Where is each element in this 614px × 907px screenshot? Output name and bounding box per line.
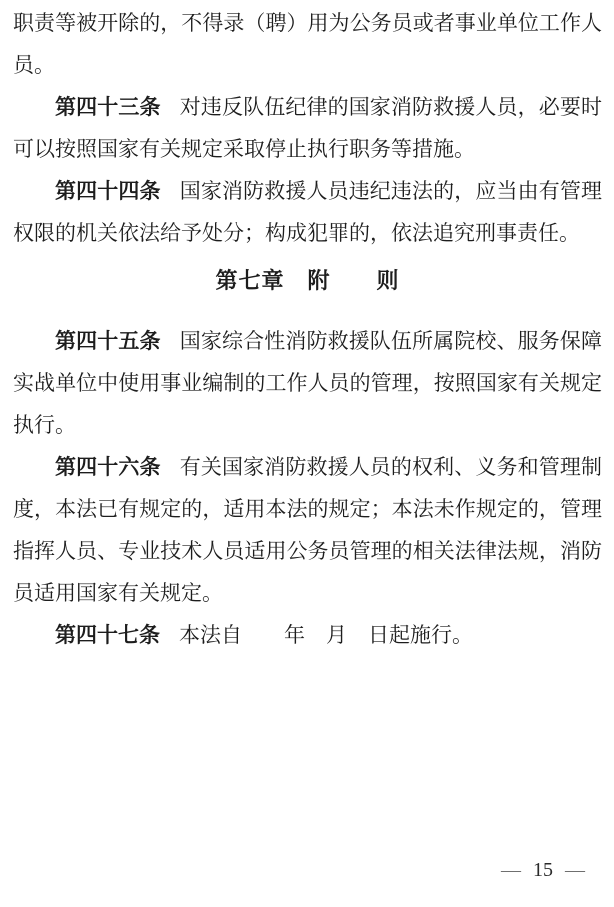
page-number: 15	[533, 859, 553, 881]
article-47-paragraph	[13, 614, 602, 656]
article-44-paragraph	[13, 170, 602, 254]
article-46-paragraph	[13, 446, 602, 614]
article-44-number: 第四十四条	[55, 179, 161, 203]
footer-right-dash: —	[565, 859, 585, 881]
article-44-text: 国家消防救援人员违纪违法的，应当由有管理权限的机关依法给予处分；构成犯罪的，依法追究刑事责任。	[13, 179, 603, 245]
article-43-number: 第四十三条	[55, 95, 161, 119]
article-46-text: 有关国家消防救援人员的权利、义务和管理制度，本法已有规定的，适用本法的规定；本法未作规定的，管理指挥人员、专业技术人员适用公务员管理的相关法律法规，消防员适用国家有关规定。	[13, 455, 603, 605]
page-footer	[498, 856, 588, 884]
page-content	[13, 2, 602, 656]
article-46-number: 第四十六条	[55, 455, 161, 479]
article-45-paragraph	[13, 320, 602, 446]
article-45-number: 第四十五条	[55, 329, 161, 353]
article-47-text: 本法自 年 月 日起施行。	[179, 623, 473, 647]
footer-left-dash: —	[501, 859, 521, 881]
article-43-paragraph	[13, 86, 602, 170]
continuation-paragraph: 职责等被开除的，不得录（聘）用为公务员或者事业单位工作人员。	[13, 11, 602, 77]
article-47-number: 第四十七条	[55, 623, 160, 647]
chapter-7-heading: 第七章 附 则	[215, 268, 400, 293]
article-43-text: 对违反队伍纪律的国家消防救援人员，必要时可以按照国家有关规定采取停止执行职务等措施。	[13, 95, 603, 161]
article-45-text: 国家综合性消防救援队伍所属院校、服务保障实战单位中使用事业编制的工作人员的管理，按照国家有关规定执行。	[13, 329, 603, 437]
